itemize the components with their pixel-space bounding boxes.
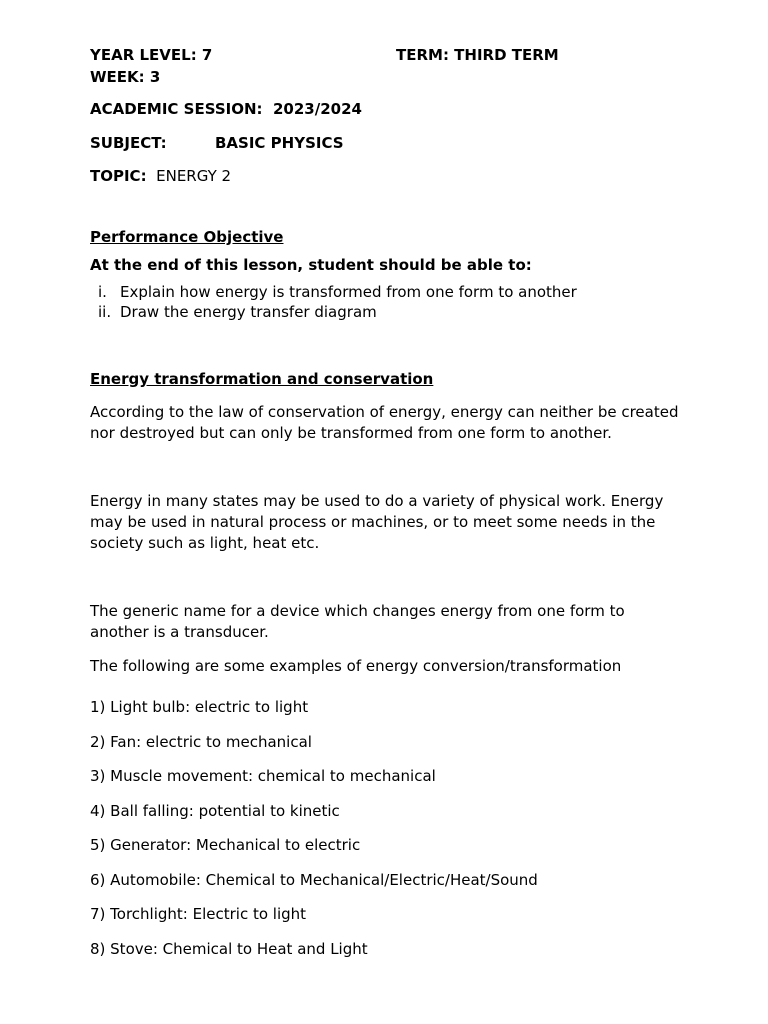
year-term-row: [90, 44, 680, 66]
topic: [90, 165, 680, 187]
document-body: [90, 44, 680, 972]
list-item: 1) Light bulb: electric to light: [90, 698, 309, 716]
list-item: 7) Torchlight: Electric to light: [90, 905, 307, 923]
list-item: 3) Muscle movement: chemical to mechanical: [90, 767, 436, 785]
list-item: 6) Automobile: Chemical to Mechanical/Electric/Heat/Sound: [90, 870, 538, 889]
subject: [90, 132, 680, 154]
list-item-text: Explain how energy is transformed from one form to another: [120, 283, 577, 301]
topic-label: TOPIC:: [90, 167, 147, 185]
list-item: 4) Ball falling: potential to kinetic: [90, 801, 340, 820]
list-item-text: Draw the energy transfer diagram: [120, 303, 377, 321]
objective-list: [90, 282, 680, 322]
term: TERM: THIRD TERM: [396, 46, 559, 64]
paragraph-examples-intro: The following are some examples of energy conversion/transformation: [90, 657, 622, 675]
list-item-number: ii.: [98, 303, 112, 321]
week: WEEK: 3: [90, 68, 161, 86]
objective-heading: Performance Objective: [90, 228, 284, 246]
examples-list: [90, 696, 680, 972]
paragraph-conservation: According to the law of conservation of energy, energy can neither be created nor destroyed but can only be transformed from one form to another.: [90, 403, 679, 442]
year-level: YEAR LEVEL: 7: [90, 46, 213, 64]
list-item: 5) Generator: Mechanical to electric: [90, 836, 361, 854]
list-item: [90, 282, 680, 302]
objective-lead: At the end of this lesson, student should be able to:: [90, 256, 532, 274]
subject-value: BASIC PHYSICS: [215, 134, 344, 152]
session-value: 2023/2024: [272, 100, 362, 118]
section-heading: Energy transformation and conservation: [90, 370, 434, 388]
list-item: 2) Fan: electric to mechanical: [90, 732, 312, 751]
session-label: ACADEMIC SESSION:: [90, 100, 263, 118]
academic-session: [90, 98, 680, 120]
list-item: 8) Stove: Chemical to Heat and Light: [90, 939, 368, 958]
list-item-number: i.: [98, 283, 107, 301]
list-item: [90, 302, 680, 322]
paragraph-energy-states: Energy in many states may be used to do a variety of physical work. Energy may be used in natural process or machines, or to meet some needs in the society such as light, heat etc.: [90, 492, 664, 552]
subject-label: SUBJECT:: [90, 134, 167, 152]
paragraph-transducer: The generic name for a device which changes energy from one form to another is a transducer.: [90, 602, 625, 641]
topic-value: ENERGY 2: [156, 167, 232, 185]
